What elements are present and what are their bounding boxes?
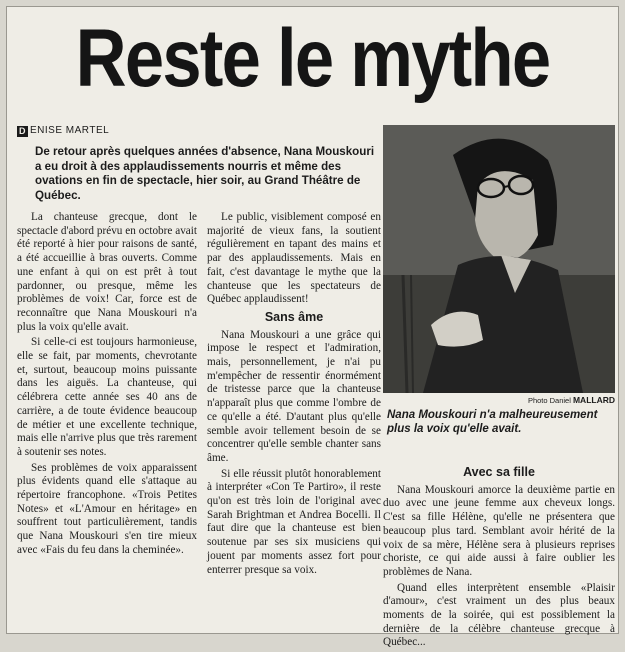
subhead-avec-sa-fille: Avec sa fille [463,465,535,479]
column-1 [17,211,197,560]
byline-name: ENISE MARTEL [30,125,110,136]
col1-paragraph: Ses problèmes de voix apparaissent plus évidents quand elle s'attaque au répertoire francophone. «Trois Petites Notes» et «L'Amour en héritage» en souffrent tout particulièrement, tandis que Nana Mouskouri s'en tire mieux avec «Fais du feu dans la cheminée». [17,461,197,556]
byline [17,123,109,139]
singer-photo-illustration [383,125,615,393]
subhead-sans-ame: Sans âme [264,309,324,324]
column-3 [383,462,615,652]
photo-caption: Nana Mouskouri n'a malheureusement plus la voix qu'elle avait. [387,409,598,435]
credit-prefix: Photo Daniel [527,396,573,405]
credit-name: MALLARD [572,395,615,405]
col1-paragraph: Si celle-ci est toujours harmonieuse, elle se fait, par moments, chevrotante et, surtout, beaucoup moins puissante dans les aiguës. La chanteuse, qui célébrera cette année ses 40 ans de carrière, a de toute évidence beaucoup de métier et une excellente technique, mais elle n'arrive plus que très rarement à soutenir ses notes. [17,336,197,458]
col2-paragraph: Le public, visiblement composé en majorité de vieux fans, la soutient régulièrement en tapant des mains et par des applaudissements. Mais en fait, c'est davantage le mythe que la chanteuse que les spectateurs de Québec applaudissent! [207,211,381,306]
singer-photo [383,125,615,393]
column-2 [207,211,381,579]
col1-paragraph: La chanteuse grecque, dont le spectacle d'abord prévu en octobre avait été reporté à hier pour raisons de santé, a été accueillie à bras ouverts. Comme une enfant à qui on est prêt à tout pardonner, ou presque, même les problèmes de voix! Car, force est de reconnaître que Nana Mouskouri n'a plus la voix qu'elle avait. [17,211,197,333]
lead-paragraph: De retour après quelques années d'absence, Nana Mouskouri a eu droit à des applaudissements nourris et même des ovations en fin de spectacle, hier soir, au Grand Théâtre de Québec. [35,145,375,202]
byline-initial: D [19,126,26,136]
newspaper-clipping [6,6,619,649]
col2-paragraph: Si elle réussit plutôt honorablement à interpréter «Con Te Partiro», il reste qu'on est très loin de l'original avec Sarah Brightman et Andrea Bocelli. Il faut dire que la chanteuse est bien soutenue par ses six musiciens qui jouent par moments assez fort pour enterrer presque sa voix. [207,467,381,576]
col3-paragraph: Quand elles interprètent ensemble «Plaisir d'amour», c'est vraiment un des plus beaux moments de la soirée, qui est possiblement la dernière de la célèbre chanteuse grecque à Québec... [383,581,615,649]
photo-credit [383,395,615,405]
col3-paragraph: Nana Mouskouri amorce la deuxième partie en duo avec une jeune femme aux cheveux longs. C'est sa fille Hélène, qu'elle ne présentera que beaucoup plus tard. Semblant avoir hérité de la voix de sa mère, Hélène sera à plusieurs reprises choriste, ce qui aide aussi à faire oublier les problèmes de Nana. [383,483,615,578]
headline: Reste le mythe [75,13,550,104]
col2-paragraph: Nana Mouskouri a une grâce qui impose le respect et l'admiration, mais, personnellement, je n'ai pu m'empêcher de ressentir énormément de tristesse parce que la chanteuse n'apparaît plus que comme l'ombre de ce qu'elle a été. D'autant plus qu'elle semble avoir tellement besoin de se concentrer qu'elle semble chanter sans âme. [207,328,381,464]
